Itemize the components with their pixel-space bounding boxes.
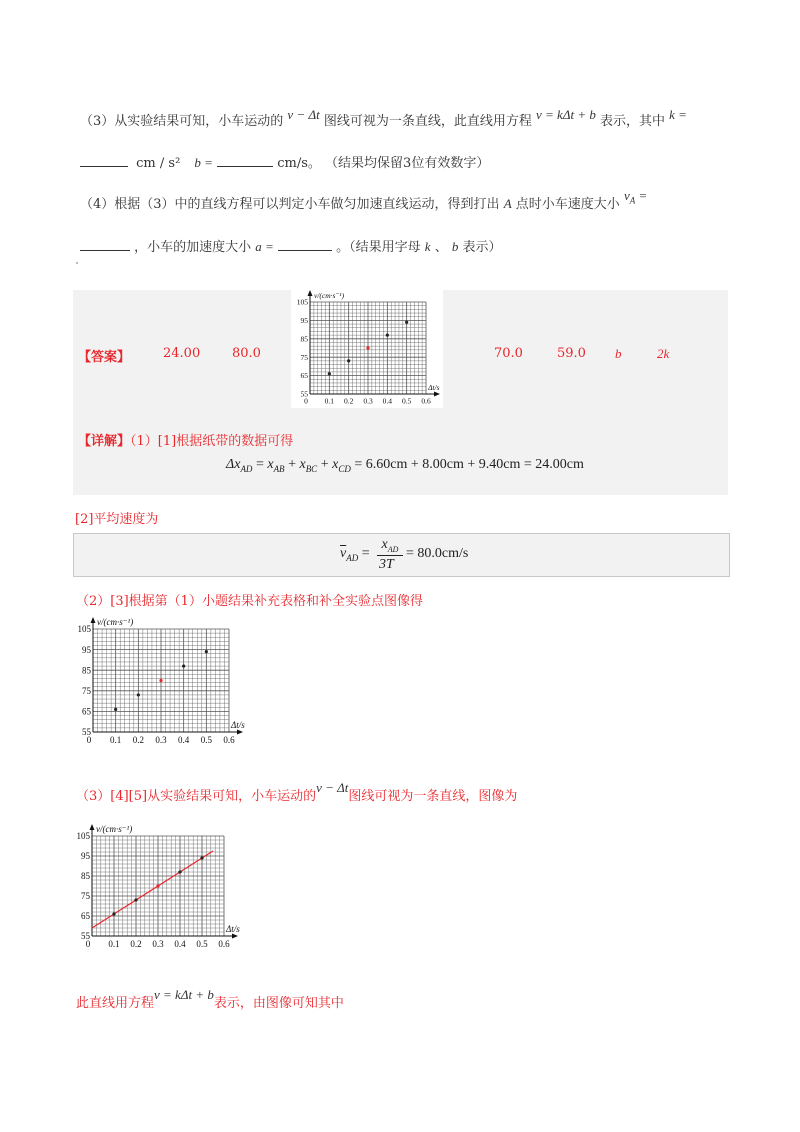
answer-2: 80.0 <box>232 346 261 361</box>
q4-a-eq: a = <box>255 239 274 254</box>
q3-line1 <box>80 107 687 129</box>
answer-label: 【答案】 <box>78 350 131 365</box>
y-tick-label: 85 <box>82 665 91 676</box>
q4-end: 表示） <box>462 240 502 255</box>
x-tick-label: 0 <box>304 396 308 406</box>
q3-middle: 图线可视为一条直线，此直线用方程 <box>323 114 532 129</box>
y-tick-label: 65 <box>82 706 91 717</box>
x-tick-label: 0.4 <box>174 939 186 949</box>
data-point-2 <box>134 898 137 901</box>
answer-6: 2k <box>657 346 670 361</box>
y-tick-label: 55 <box>300 389 308 399</box>
q4-line2 <box>80 236 502 255</box>
blank-b[interactable] <box>217 154 273 167</box>
x-tick-label: 0.4 <box>382 396 393 406</box>
q4-va-sub: A <box>629 195 636 206</box>
y-tick-label: 105 <box>76 831 90 842</box>
y-tick-label: 75 <box>300 352 308 362</box>
eq2-fraction-bar <box>377 555 403 556</box>
detail-label-text: 【详解】 <box>78 434 131 449</box>
detail-line4-b: 图线可视为一条直线，图像为 <box>348 789 518 804</box>
detail-line3: （2）[3]根据第（1）小题结果补充表格和补全实验点图像得 <box>76 594 423 609</box>
data-point-5 <box>200 856 203 859</box>
detail-line5-a: 此直线用方程 <box>76 996 155 1011</box>
detail-line5-eq: v = kΔt + b <box>154 987 214 1002</box>
data-point-3 <box>366 346 369 349</box>
y-tick-label: 65 <box>81 911 90 922</box>
q3-graph-label: v − Δt <box>287 107 320 122</box>
y-tick-label: 95 <box>300 316 308 326</box>
q4-line2-mid: ，小车的加速度大小 <box>134 240 252 255</box>
x-tick-label: 0.4 <box>178 735 190 745</box>
x-axis-label: Δt/s <box>231 720 245 730</box>
y-tick-label: 95 <box>82 644 91 655</box>
answer-4: 59.0 <box>557 346 586 361</box>
y-axis-label: v/(cm·s⁻¹) <box>96 824 133 834</box>
detail-line4 <box>76 780 518 804</box>
detail-eq1: $\Delta x_{AD} = x_{AB} + x_{BC} + x_{CD} = 6.60cm + 8.00cm + 9.40cm = 24.00cm$ <box>226 457 584 474</box>
q4-text2: 点时小车速度大小 <box>515 197 620 212</box>
chart-background <box>70 822 250 952</box>
y-tick-label: 105 <box>296 297 308 307</box>
q3-note: （结果均保留3位有效数字） <box>325 156 490 171</box>
answer-3: 70.0 <box>494 346 523 361</box>
q3-prefix: （3）从实验结果可知，小车运动的 <box>80 114 284 129</box>
x-tick-label: 0 <box>86 735 92 745</box>
x-tick-label: 0 <box>85 939 91 949</box>
q4-b: b <box>451 239 459 254</box>
detail-line2: [2]平均速度为 <box>75 512 159 527</box>
x-tick-label: 0.1 <box>108 939 120 949</box>
y-tick-label: 65 <box>300 371 308 381</box>
data-point-2 <box>137 693 140 696</box>
q4-text: （4）根据（3）中的直线方程可以判定小车做匀加速直线运动，得到打出 <box>80 197 500 212</box>
data-point-4 <box>386 334 389 337</box>
x-tick-label: 0.1 <box>110 735 122 745</box>
answer-chart <box>291 290 443 408</box>
x-tick-label: 0.6 <box>223 735 235 745</box>
x-tick-label: 0.2 <box>132 735 144 745</box>
detail-label <box>78 430 293 449</box>
detail-line1: （1）[1]根据纸带的数据可得 <box>130 434 294 449</box>
q3-b-eq: b = <box>194 155 213 170</box>
data-point-3 <box>156 884 159 887</box>
q4-k: k <box>424 239 431 254</box>
x-tick-label: 0.5 <box>196 939 208 949</box>
eq2-num: x <box>381 537 388 552</box>
x-tick-label: 0.2 <box>130 939 142 949</box>
q3-equation: v = kΔt + b <box>536 107 596 122</box>
eq2-num-sub: AD <box>387 544 399 554</box>
eq2-rhs: = 80.0cm/s <box>406 546 469 561</box>
y-tick-label: 75 <box>81 891 90 902</box>
data-point-1 <box>328 372 331 375</box>
answer-1: 24.00 <box>163 346 201 361</box>
detail-line5 <box>76 987 344 1011</box>
q3-after-eq: 表示，其中 <box>599 114 665 129</box>
detail-line5-b: 表示，由图像可知其中 <box>213 996 344 1011</box>
q3-unit-k: cm / s² <box>136 156 181 171</box>
q3-unit-b: cm/s。 <box>277 156 321 171</box>
data-point-1 <box>114 708 117 711</box>
data-point-4 <box>178 870 181 873</box>
data-point-4 <box>182 664 185 667</box>
detail-line4-a: （3）[4][5]从实验结果可知，小车运动的 <box>76 789 317 804</box>
eq2-lhs: $\overline{v}$ <box>340 546 347 561</box>
x-axis-label: Δt/s <box>428 383 440 392</box>
x-tick-label: 0.3 <box>152 939 164 949</box>
x-tick-label: 0.6 <box>218 939 230 949</box>
points-chart <box>70 615 250 750</box>
separator-dot <box>76 262 78 264</box>
blank-k[interactable] <box>80 154 128 167</box>
y-axis-label: v/(cm·s⁻¹) <box>97 617 134 627</box>
blank-a[interactable] <box>278 238 332 251</box>
data-point-3 <box>159 679 162 682</box>
q4-va-symbol: v <box>623 188 630 203</box>
q4-va <box>623 188 648 206</box>
q3-k-eq: k = <box>669 107 687 122</box>
q4-line2-end: 。（结果用字母 <box>336 240 421 255</box>
y-tick-label: 75 <box>82 685 91 696</box>
q4-line1 <box>80 188 648 214</box>
q4-point: A <box>503 196 512 211</box>
y-tick-label: 85 <box>300 334 308 344</box>
data-point-5 <box>205 650 208 653</box>
x-tick-label: 0.5 <box>200 735 212 745</box>
data-point-1 <box>112 912 115 915</box>
answer-5: b <box>615 346 622 361</box>
data-point-5 <box>405 321 408 324</box>
x-tick-label: 0.1 <box>324 396 335 406</box>
y-tick-label: 85 <box>81 871 90 882</box>
q3-line2 <box>80 152 489 171</box>
x-tick-label: 0.2 <box>343 396 354 406</box>
fit-line-chart <box>70 822 250 952</box>
x-tick-label: 0.5 <box>401 396 412 406</box>
x-axis-label: Δt/s <box>226 924 240 934</box>
x-tick-label: 0.6 <box>421 396 431 406</box>
y-axis-label: v/(cm·s⁻¹) <box>314 291 345 300</box>
x-tick-label: 0.3 <box>363 396 373 406</box>
q4-sep: 、 <box>434 240 448 255</box>
data-point-2 <box>347 359 350 362</box>
y-tick-label: 95 <box>81 851 90 862</box>
eq2-lhs-sub: AD <box>346 552 359 563</box>
blank-va[interactable] <box>80 238 130 251</box>
detail-line4-graph: v − Δt <box>316 780 349 795</box>
eq2-den: 3T <box>379 557 394 572</box>
x-tick-label: 0.3 <box>155 735 167 745</box>
y-tick-label: 55 <box>82 727 91 738</box>
q4-eq-sign: = <box>638 188 648 203</box>
y-tick-label: 55 <box>81 931 90 942</box>
y-tick-label: 105 <box>77 624 91 635</box>
